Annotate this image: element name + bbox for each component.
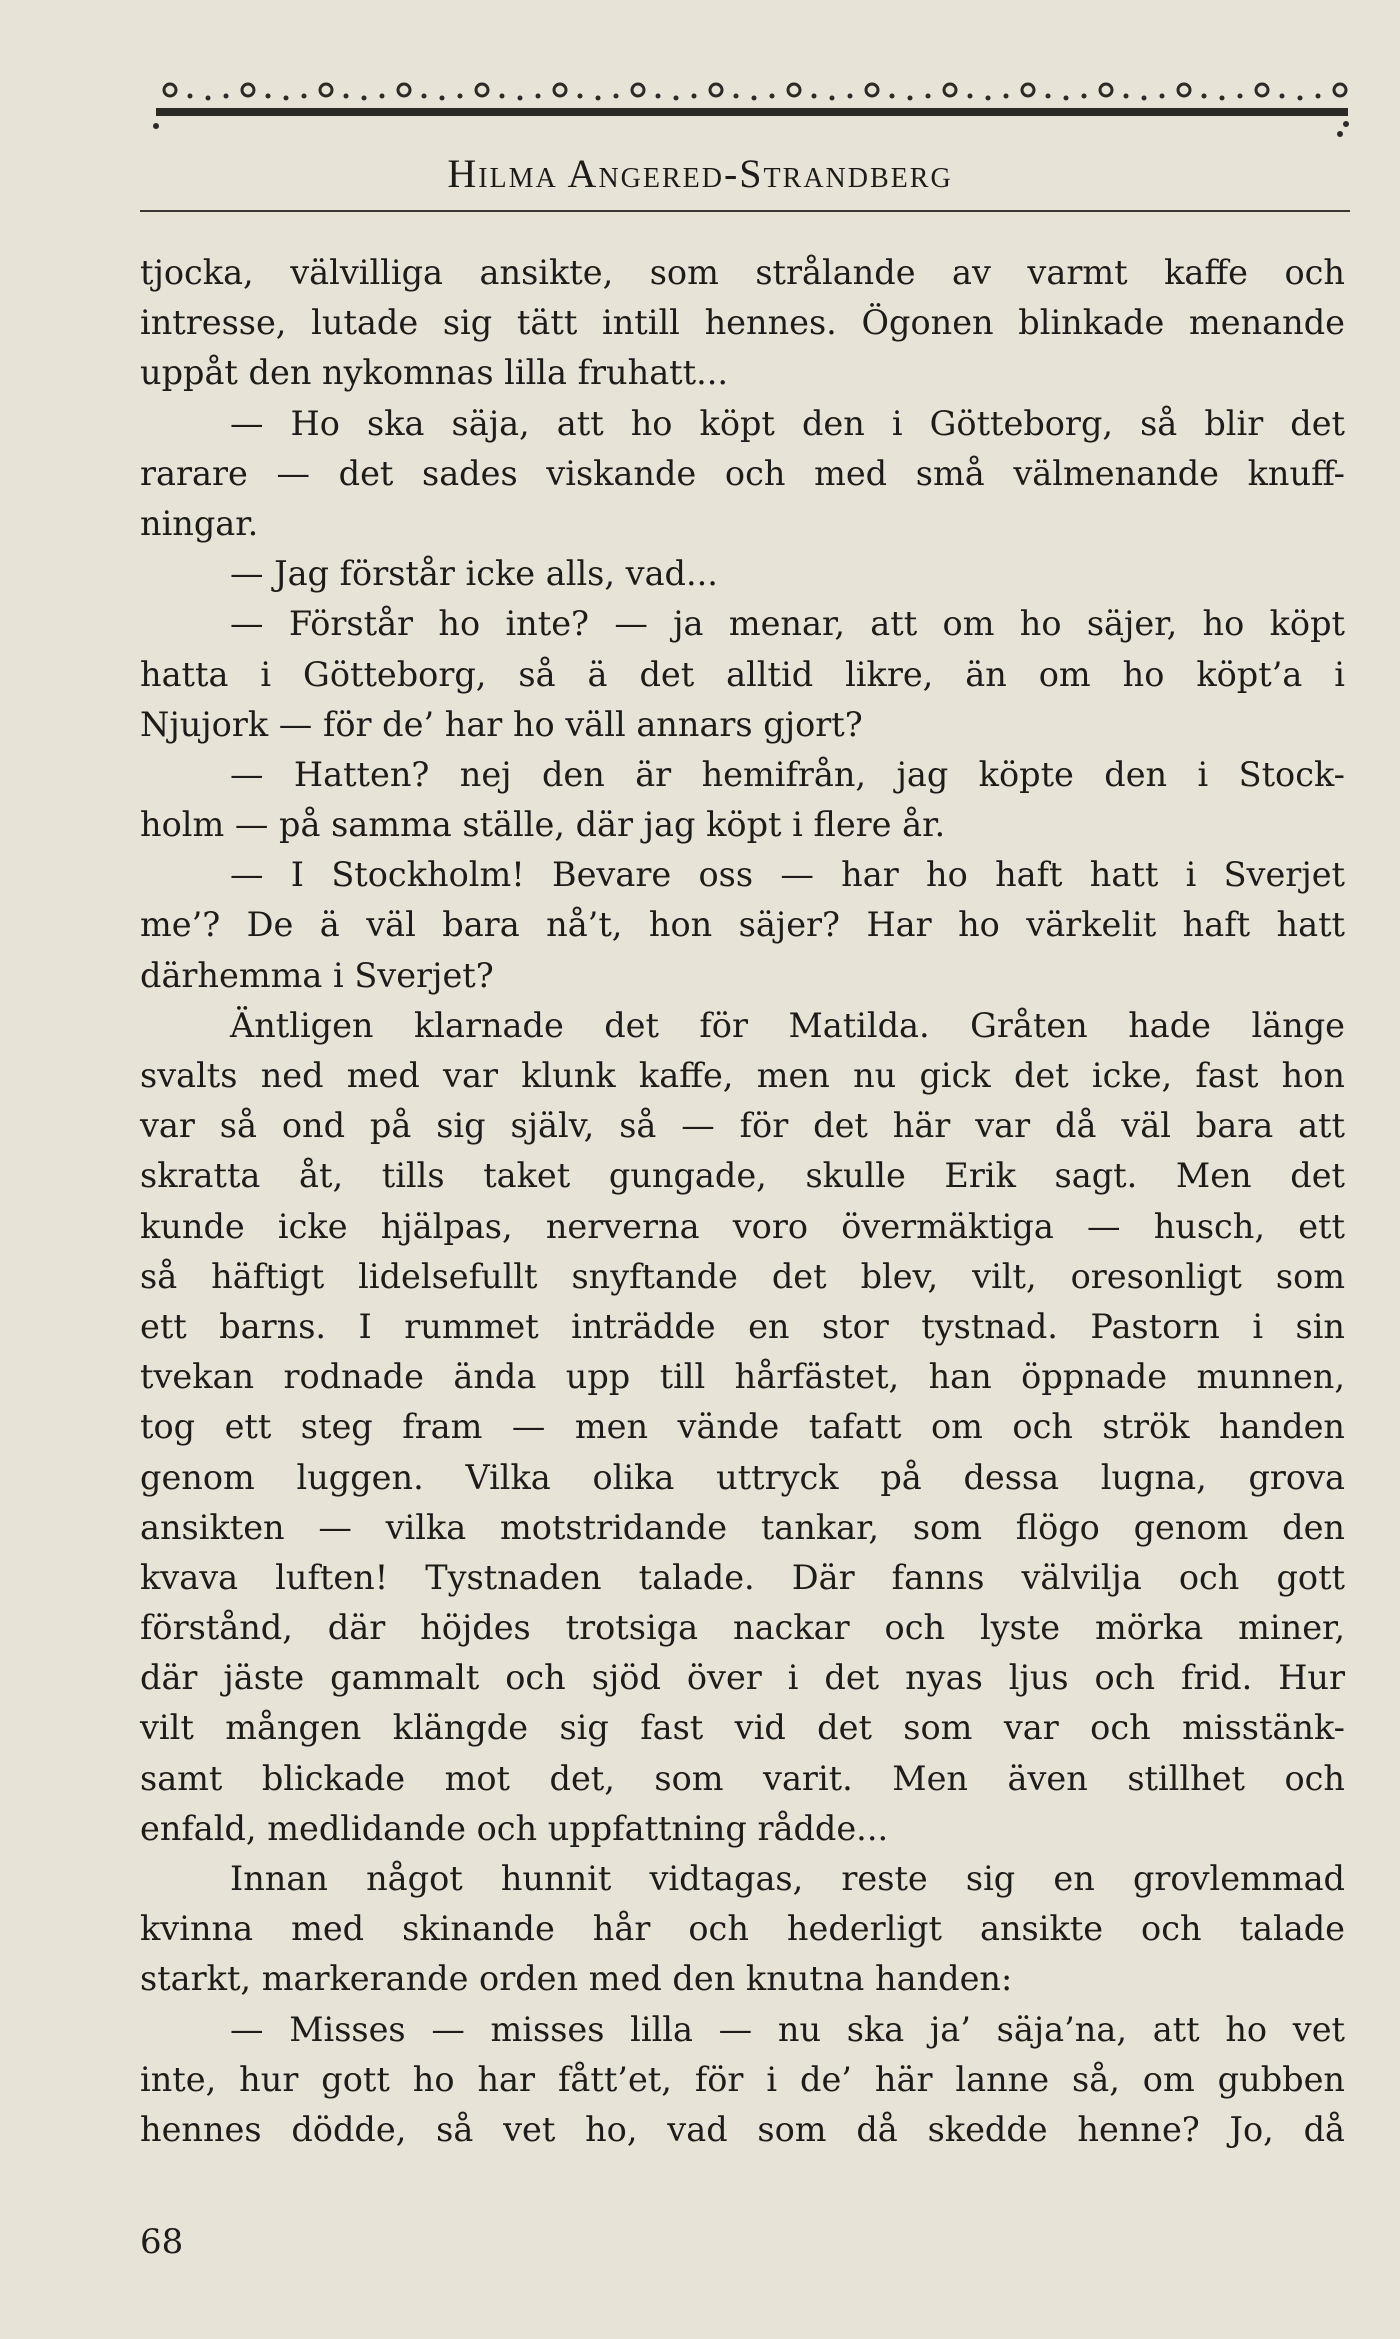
text-line: hatta i Götteborg, så ä det alltid likre, än om ho köpt’a i [140,654,1345,694]
text-line: Äntligen klarnade det för Matilda. Gråten hade länge [230,1005,1345,1045]
text-line: vilt mången klängde sig fast vid det som var och misstänk- [140,1708,1345,1748]
text-line: starkt, markerande orden med den knutna handen: [140,1959,1013,1999]
text-line: enfald, medlidande och uppfattning rådde... [140,1808,889,1848]
text-line: — Förstår ho inte? — ja menar, att om ho säjer, ho köpt [230,604,1345,644]
body-text [140,248,1345,2155]
text-line: kunde icke hjälpas, nerverna voro övermäktiga — husch, ett [140,1206,1345,1246]
text-line: tvekan rodnade ända upp till hårfästet, han öppnade munnen, [140,1357,1345,1397]
text-line: — I Stockholm! Bevare oss — har ho haft hatt i Sverjet [230,855,1345,895]
text-line: tjocka, välvilliga ansikte, som strålande av varmt kaffe och [140,253,1345,292]
text-line: där jäste gammalt och sjöd över i det nyas ljus och frid. Hur [140,1658,1345,1698]
text-line: kvava luften! Tystnaden talade. Där fanns välvilja och gott [140,1557,1345,1597]
text-line: — Jag förstår icke alls, vad... [230,554,718,594]
text-line: kvinna med skinande hår och hederligt ansikte och talade [140,1909,1345,1949]
text-line: förstånd, där höjdes trotsiga nackar och lyste mörka miner, [140,1608,1345,1648]
decorative-border-ornament [150,70,1355,140]
text-line: Innan något hunnit vidtagas, reste sig en grovlemmad [230,1859,1345,1898]
text-line: var så ond på sig själv, så — för det här var då väl bara att [140,1106,1345,1146]
text-line: — Ho ska säja, att ho köpt den i Götteborg, så blir det [230,403,1345,443]
text-line: så häftigt lidelsefullt snyftande det blev, vilt, oresonligt som [140,1256,1345,1296]
running-head: Hilma Angered-Strandberg [447,151,953,196]
text-line: — Hatten? nej den är hemifrån, jag köpte den i Stock- [230,754,1345,794]
text-line: svalts ned med var klunk kaffe, men nu gick det icke, fast hon [140,1056,1345,1095]
text-line: hennes dödde, så vet ho, vad som då skedde henne? Jo, då [140,2109,1345,2149]
text-line: Njujork — för de’ har ho väll annars gjort? [140,704,863,744]
text-line: ett barns. I rummet inträdde en stor tystnad. Pastorn i sin [140,1306,1345,1346]
text-line: genom luggen. Vilka olika uttryck på dessa lugna, grova [140,1457,1345,1497]
text-line: ningar. [140,503,259,543]
page-number: 68 [140,2222,184,2262]
text-line: uppåt den nykomnas lilla fruhatt... [140,353,729,393]
text-line: me’? De ä väl bara nå’t, hon säjer? Har ho värkelit haft hatt [140,905,1345,945]
text-line: inte, hur gott ho har fått’et, för i de’ här lanne så, om gubben [140,2059,1345,2099]
text-line: skratta åt, tills taket gungade, skulle Erik sagt. Men det [140,1156,1345,1196]
text-line: holm — på samma ställe, där jag köpt i flere år. [140,805,946,845]
text-line: — Misses — misses lilla — nu ska ja’ säja’na, att ho vet [230,2009,1345,2049]
text-line: därhemma i Sverjet? [140,955,494,995]
text-line: samt blickade mot det, som varit. Men även stillhet och [140,1758,1345,1798]
text-line: intresse, lutade sig tätt intill hennes. Ögonen blinkade menande [140,303,1345,343]
text-line: ansikten — vilka motstridande tankar, som flögo genom den [140,1507,1345,1547]
header-rule [140,210,1350,212]
text-line: rarare — det sades viskande och med små välmenande knuff- [140,453,1345,493]
text-line: tog ett steg fram — men vände tafatt om och strök handen [140,1407,1345,1447]
